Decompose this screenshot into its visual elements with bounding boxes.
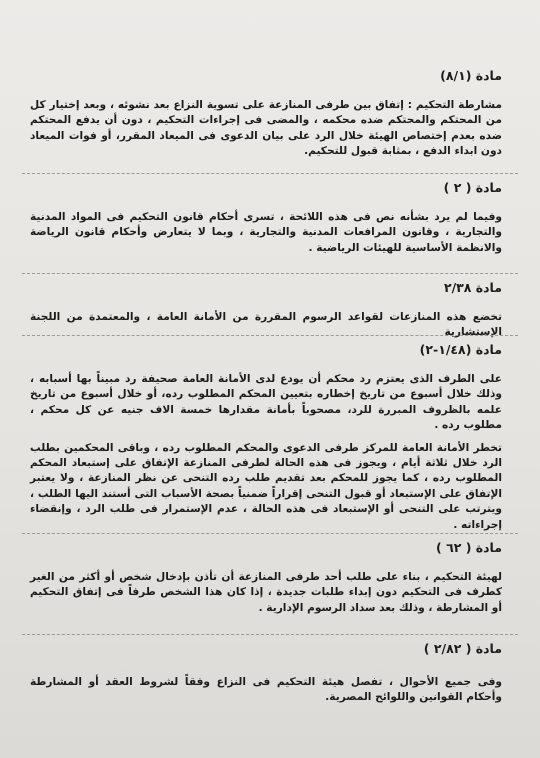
article-body bbox=[30, 210, 502, 256]
divider bbox=[22, 273, 518, 274]
article-title: مادة (٨/١) bbox=[440, 68, 502, 83]
article-paragraph: وفى جميع الأحوال ، تفصل هيئة التحكيم فى النزاع وفقاً لشروط العقد أو المشارطة وأحكام القوانين واللوائح المصرية. bbox=[30, 676, 502, 704]
article-title: مادة (١/٤٨-٢) bbox=[419, 342, 502, 357]
article-body bbox=[30, 310, 502, 341]
article-body bbox=[30, 372, 502, 533]
article-paragraph: تخضع هذه المنازعات لقواعد الرسوم المقررة من الأمانة العامة ، والمعتمدة من اللجنة الإستشارية bbox=[30, 311, 502, 339]
article-paragraph: مشارطة التحكيم : إتفاق بين طرفى المنازعة على تسوية النزاع بعد نشوئه ، وبعد إختيار كل من المحتكم والمحتكم ضده محكمه ، والمضى فى إجراءات التحكيم ، دون أن يدفع المحتكم ضده بعدم إختصاص الهيئة خلال الرد على بيان الدعوى فى الميعاد المقرر، أو فوات الميعاد دون ابداء الدفع ، بمثابة قبول للتحكيم. bbox=[30, 99, 502, 158]
article-body bbox=[30, 675, 502, 706]
article-body bbox=[30, 98, 502, 160]
article-paragraph: تخطر الأمانة العامة للمركز طرفى الدعوى والمحكم المطلوب رده ، وباقى المحكمين بطلب الرد خلال ثلاثة أيام ، ويجوز فى هذه الحالة لطرفى المنازعة الإتفاق على إستبعاد المحكم المطلوب رده ، كما يجوز للمحكم بعد تقديم طلب رده التنحى عن نظر المنازعة ، ولا يعتبر الإتفاق على الإستبعاد أو قبول التنحى إقراراً ضمنياً بصحة الأسباب التى أستند اليها الطلب ، ويترتب على التنحى أو الإستبعاد فى هذه الحالة ، عدم الإستمرار فى طلب الرد ، وإنقضاء إجراءاته . bbox=[30, 441, 502, 531]
article-body bbox=[30, 570, 502, 616]
divider bbox=[22, 335, 518, 336]
article-paragraph: لهيئة التحكيم ، بناء على طلب أحد طرفى المنازعة أن تأذن بإدخال شخص أو أكثر من الغير كطرف فى التحكيم دون إبداء طلبات جديدة ، إذا كان هذا الشخص طرفاً فى إتفاق التحكيم أو المشارطة ، وذلك بعد سداد الرسوم الإدارية . bbox=[30, 571, 502, 614]
article-paragraph: على الطرف الذى يعتزم رد محكم أن يودع لدى الأمانة العامة صحيفة رد مبيناً بها أسبابه ، وذلك خلال أسبوع من تاريخ إخطاره بتعيين المحكم المطلوب رده، أو خلال أسبوع من تاريخ علمه بالظروف المبررة للرد، مصحوباً بأمانة مقدارها خمسة الاف جنيه عن كل محكم ، مطلوب رده . bbox=[30, 373, 502, 432]
article-title: مادة ( ٢ ) bbox=[443, 180, 502, 195]
divider bbox=[22, 173, 518, 174]
article-title: مادة ( ٦٢ ) bbox=[436, 540, 502, 555]
article-paragraph: وفيما لم يرد بشأنه نص فى هذه اللائحة ، تسرى أحكام قانون التحكيم فى المواد المدنية والتجارية ، وقانون المرافعات المدنية والتجارية ، وبما لا يتعارض وأحكام قانون الرياضة والانظمة الأساسية للهيئات الرياضية . bbox=[30, 211, 502, 254]
divider bbox=[22, 634, 518, 635]
divider bbox=[22, 533, 518, 534]
article-title: مادة ٢/٣٨ bbox=[443, 280, 502, 295]
article-title: مادة ( ٢/٨٢ ) bbox=[423, 641, 502, 656]
